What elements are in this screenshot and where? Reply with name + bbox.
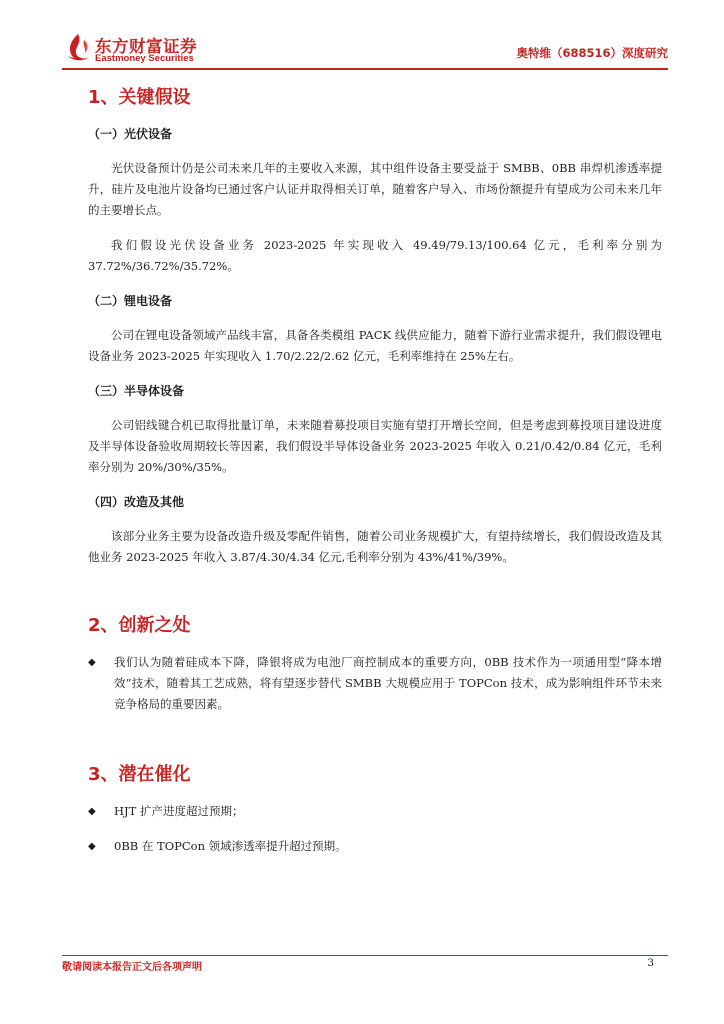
bullet-catalyst-2 — [88, 836, 662, 857]
company-logo — [64, 32, 224, 68]
report-body — [88, 84, 662, 857]
paragraph-retrofit-1: 该部分业务主要为设备改造升级及零配件销售，随着公司业务规模扩大，有望持续增长，我们假设改造及其他业务 2023-2025 年收入 3.87/4.30/4.34 亿元,毛利率分别为 43%/41%/39%。 — [88, 529, 662, 564]
paragraph-lithium-1: 公司在锂电设备领域产品线丰富，具备各类模组 PACK 线供应能力，随着下游行业需求提升，我们假设锂电设备业务 2023-2025 年实现收入 1.70/2.22/2.62 亿元，毛利率维持在 25%左右。 — [88, 328, 662, 363]
paragraph-pv-1: 光伏设备预计仍是公司未来几年的主要收入来源，其中组件设备主要受益于 SMBB、0BB 串焊机渗透率提升，硅片及电池片设备均已通过客户认证并取得相关订单，随着客户导入、市场份额提升有望成为公司未来几年的主要增长点。 — [88, 161, 662, 217]
subheading-lithium-equipment: （二）锂电设备 — [88, 294, 173, 308]
section-title-key-assumptions: 1、关键假设 — [88, 87, 191, 108]
subheading-pv-equipment: （一）光伏设备 — [88, 127, 173, 141]
section-title-innovation: 2、创新之处 — [88, 615, 191, 636]
subheading-retrofit-other: （四）改造及其他 — [88, 495, 185, 509]
diamond-bullet-icon: ◆ — [88, 806, 96, 817]
bullet-catalyst-2-text: 0BB 在 TOPCon 领域渗透率提升超过预期。 — [114, 839, 347, 853]
paragraph-semiconductor-1: 公司铝线键合机已取得批量订单，未来随着募投项目实施有望打开增长空间，但是考虑到募投项目建设进度及半导体设备验收周期较长等因素，我们假设半导体设备业务 2023-2025 年收入 0.21/0.42/0.84 亿元，毛利率分别为 20%/30%/35%。 — [88, 418, 662, 474]
disclaimer-note: 敬请阅读本报告正文后各项声明 — [62, 962, 202, 973]
paragraph-pv-2: 我们假设光伏设备业务 2023-2025 年实现收入 49.49/79.13/100.64 亿元，毛利率分别为 37.72%/36.72%/35.72%。 — [88, 238, 662, 273]
page-number: 3 — [647, 957, 654, 969]
subheading-semiconductor-equipment: （三）半导体设备 — [88, 384, 185, 398]
diamond-bullet-icon: ◆ — [88, 657, 96, 668]
bullet-innovation-1 — [88, 652, 662, 715]
diamond-bullet-icon: ◆ — [88, 841, 96, 852]
bullet-catalyst-1-text: HJT 扩产进度超过预期； — [114, 804, 244, 818]
logo-text-en: Eastmoney Securities — [95, 53, 194, 64]
section-title-catalysts: 3、潜在催化 — [88, 764, 191, 785]
footer-divider — [62, 955, 668, 956]
logo-text-cn: 东方财富证券 — [95, 37, 197, 56]
page-header — [0, 0, 724, 72]
report-title: 奥特维（688516）深度研究 — [516, 46, 668, 60]
bullet-innovation-text: 我们认为随着硅成本下降，降银将成为电池厂商控制成本的重要方向，0BB 技术作为一项通用型“降本增效”技术，随着其工艺成熟，将有望逐步替代 SMBB 大规模应用于 TOPCon 技术，成为影响组件环节未来竞争格局的重要因素。 — [114, 655, 662, 711]
header-divider — [62, 68, 668, 70]
logo-flame-icon — [64, 32, 92, 62]
bullet-catalyst-1 — [88, 801, 662, 822]
